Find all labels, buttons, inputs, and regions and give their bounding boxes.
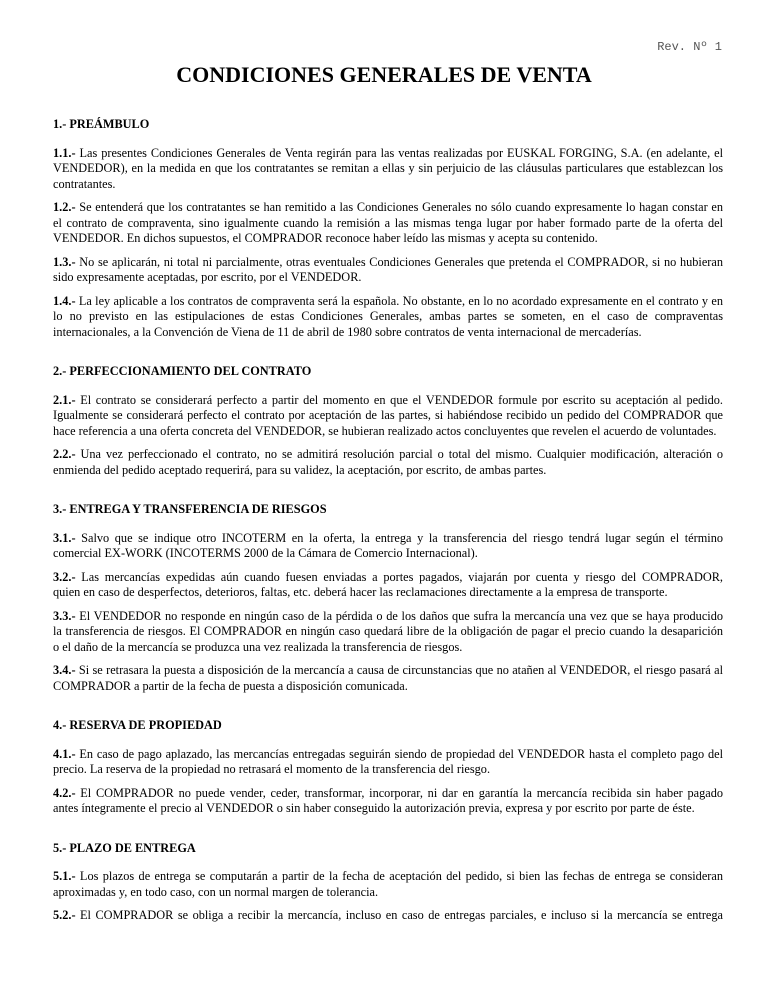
clause-text: VENDEDOR), en la medida en que los contratantes se remitan a ellas y sin perjuicio de las cláusulas particulares que establezcan los [53, 161, 723, 175]
section [53, 117, 723, 340]
clause-number: 5.1.- [53, 869, 76, 883]
clause-text: El contrato se considerará perfecto a partir del momento en que el VENDEDOR formule por escrito su aceptación al pedido. [75, 392, 723, 407]
clause-line [53, 624, 723, 640]
clause-text: antes íntegramente el precio al VENDEDOR o sin haber conseguido la autorización previa, expresa y por escrito por parte de éste. [53, 801, 695, 815]
section-heading: 2.- PERFECCIONAMIENTO DEL CONTRATO [53, 364, 312, 378]
clause-text: El COMPRADOR no puede vender, ceder, transformar, incorporar, ni dar en garantía la mercancía recibida sin haber pagado [75, 785, 723, 800]
document-body [53, 117, 723, 924]
clause-number: 4.2.- [53, 785, 76, 800]
clause-number: 2.1.- [53, 392, 76, 407]
clause-number: 3.2.- [53, 569, 76, 584]
clause-line [53, 908, 723, 924]
clause-line [53, 161, 723, 177]
clause-number: 3.1.- [53, 530, 76, 545]
clause-line [53, 679, 723, 695]
section-heading: 4.- RESERVA DE PROPIEDAD [53, 718, 222, 732]
clause-number: 4.1.- [53, 746, 76, 761]
clause-text: aproximadas y, en todo caso, con un normal margen de tolerancia. [53, 884, 379, 899]
clause-number: 1.3.- [53, 254, 76, 269]
clause [53, 447, 723, 478]
clause-line [53, 177, 723, 193]
document-title: CONDICIONES GENERALES DE VENTA [176, 62, 592, 87]
clause-text: lo no previsto en las estipulaciones de estas Condiciones Generales, ambas partes se someten, en el caso de compraventas [53, 309, 723, 323]
clause-line [53, 447, 723, 463]
clause-line [53, 885, 723, 901]
clause [53, 294, 723, 341]
clause-number: 2.2.- [53, 447, 76, 461]
clause [53, 908, 723, 924]
clause-text: precio. La reserva de la propiedad no retrasará el momento de la transferencia del riesgo. [53, 762, 491, 776]
clause [53, 869, 723, 900]
revision-number: Rev. Nº 1 [657, 40, 722, 54]
clause-line [53, 640, 723, 656]
clause-line [53, 393, 723, 409]
clause [53, 146, 723, 193]
clause-line [53, 325, 723, 341]
clause-text: contratantes. [53, 176, 116, 191]
clause-text: Salvo que se indique otro INCOTERM en la oferta, la entrega y la transferencia del riesgo tendrá lugar según el término [75, 530, 723, 545]
clause-line [53, 255, 723, 271]
clause-number: 3.3.- [53, 608, 76, 623]
clause-text: Una vez perfeccionado el contrato, no se admitirá resolución parcial o total del mismo. Cualquier modificación, alteración o [75, 447, 723, 461]
clause-number: 5.2.- [53, 908, 76, 922]
clause-line [53, 585, 723, 601]
clause-text: En caso de pago aplazado, las mercancías entregadas seguirán siendo de propiedad del VENDEDOR hasta el completo pago del [75, 746, 723, 761]
section [53, 364, 723, 478]
clause-text: Las presentes Condiciones Generales de Venta regirán para las ventas realizadas por EUSKAL FORGING, S.A. (en adelante, el [75, 145, 723, 160]
clause-line [53, 408, 723, 424]
clause-line [53, 216, 723, 232]
clause-text: VENDEDOR. En dichos supuestos, el COMPRADOR reconoce haber leído las mismas y acepta su contenido. [53, 231, 598, 245]
clause-text: El COMPRADOR se obliga a recibir la mercancía, incluso en caso de entregas parciales, e incluso si la mercancía se entrega [75, 908, 723, 922]
clause-line [53, 747, 723, 763]
clause-text: sido expresamente aceptadas, por escrito, por el VENDEDOR. [53, 270, 362, 284]
section [53, 718, 723, 817]
clause-line [53, 786, 723, 802]
clause-line [53, 309, 723, 325]
clause-text: o el daño de la mercancía se produzca una vez realizada la transferencia de riesgos. [53, 639, 463, 654]
section [53, 841, 723, 924]
clause-text: Se entenderá que los contratantes se han remitido a las Condiciones Generales no sólo cuando expresamente lo hagan constar en [75, 200, 723, 214]
clause-text: La ley aplicable a los contratos de compraventa será la española. No obstante, en lo no acordado expresamente en el contrato y en [75, 293, 723, 308]
clause-line [53, 663, 723, 679]
clause-text: hace referencia a una oferta concreta del VENDEDOR, se hubieran realizado actos concluyentes que revelen el acuerdo de voluntades. [53, 423, 717, 438]
clause [53, 786, 723, 817]
clause-line [53, 570, 723, 586]
clause-line [53, 424, 723, 440]
clause-number: 3.4.- [53, 663, 76, 677]
clause-text: quien en caso de desperfectos, deterioros, faltas, etc. deberá hacer las reclamaciones directamente a la empresa de transporte. [53, 585, 668, 599]
clause-text: internacionales, a la Convención de Viena de 11 de abril de 1980 sobre contratos de venta internacional de mercaderías. [53, 324, 642, 339]
section-heading: 3.- ENTREGA Y TRANSFERENCIA DE RIESGOS [53, 502, 327, 516]
clause-text: Los plazos de entrega se computarán a partir de la fecha de aceptación del pedido, si bien las fechas de entrega se consideran [75, 869, 723, 883]
clause-number: 1.1.- [53, 145, 76, 160]
clause-line [53, 294, 723, 310]
clause [53, 663, 723, 694]
clause [53, 393, 723, 440]
clause-text: COMPRADOR a partir de la fecha de puesta a disposición comunicada. [53, 678, 408, 693]
clause-line [53, 531, 723, 547]
clause [53, 200, 723, 247]
clause-line [53, 270, 723, 286]
clause [53, 609, 723, 656]
clause [53, 570, 723, 601]
clause-text: Las mercancías expedidas aún cuando fuesen enviadas a portes pagados, viajarán por cuenta y riesgo del COMPRADOR, [75, 569, 723, 584]
clause-text: No se aplicarán, ni total ni parcialmente, otras eventuales Condiciones Generales que pretenda el COMPRADOR, si no hubieran [75, 254, 723, 269]
clause-line [53, 463, 723, 479]
clause-number: 1.2.- [53, 200, 76, 214]
clause-text: Si se retrasara la puesta a disposición de la mercancía a causa de circunstancias que no atañen al VENDEDOR, el riesgo pasará al [75, 663, 723, 677]
clause [53, 255, 723, 286]
clause [53, 747, 723, 778]
clause-text: la transferencia de riesgos. El COMPRADOR en ningún caso quedará libre de la obligación de pagar el precio cuando la desaparición [53, 624, 723, 638]
clause [53, 531, 723, 562]
clause-text: Igualmente se considerará perfecto el contrato por aceptación de las partes, si habiéndose recibido un pedido del COMPRADOR que [53, 408, 723, 422]
clause-line [53, 200, 723, 216]
clause-text: comercial EX-WORK (INCOTERMS 2000 de la Cámara de Comercio Internacional). [53, 546, 478, 560]
clause-line [53, 869, 723, 885]
section-heading: 5.- PLAZO DE ENTREGA [53, 840, 196, 855]
section-heading: 1.- PREÁMBULO [53, 117, 150, 131]
section [53, 502, 723, 694]
clause-line [53, 609, 723, 625]
clause-text: el contrato de compraventa, sino igualmente cuando la remisión a las mismas tenga lugar por haber formado parte de la oferta del [53, 215, 723, 230]
clause-text: El VENDEDOR no responde en ningún caso de la pérdida o de los daños que sufra la mercancía una vez que se haya producido [75, 608, 723, 623]
clause-line [53, 762, 723, 778]
clause-text: enmienda del pedido aceptado requerirá, para su validez, la aceptación, por escrito, de ambas partes. [53, 462, 547, 477]
clause-line [53, 546, 723, 562]
clause-line [53, 231, 723, 247]
clause-number: 1.4.- [53, 293, 76, 308]
clause-line [53, 801, 723, 817]
clause-line [53, 146, 723, 162]
